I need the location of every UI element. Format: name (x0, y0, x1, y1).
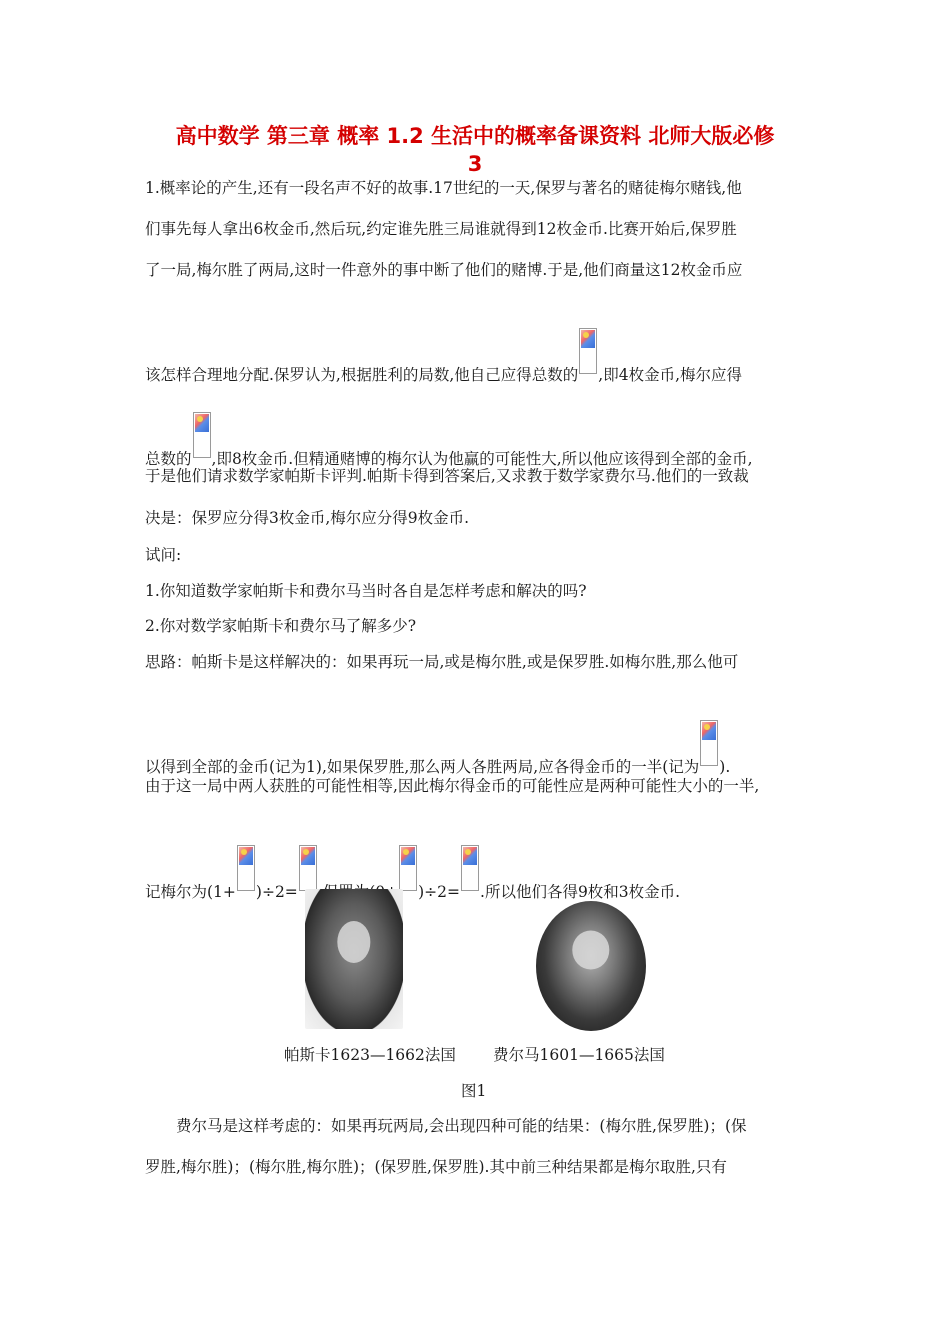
question-item: 1.你知道数学家帕斯卡和费尔马当时各自是怎样考虑和解决的吗? (145, 582, 587, 600)
document-title (140, 122, 810, 178)
paragraph-line: 决是：保罗应分得3枚金币,梅尔应分得9枚金币. (145, 509, 470, 527)
text-segment: .所以他们各得9枚和3枚金币. (480, 883, 681, 901)
fraction-image-icon (193, 412, 211, 458)
fraction-image-icon (237, 845, 255, 891)
text-segment: 总数的 (145, 450, 192, 468)
fraction-image-icon (299, 845, 317, 891)
text-segment: 记梅尔为(1+ (145, 883, 236, 901)
paragraph-line: 1.概率论的产生,还有一段名声不好的故事.17世纪的一天,保罗与著名的赌徒梅尔赌钱,他 (145, 179, 742, 197)
text-segment: ). (719, 758, 731, 776)
paragraph-line: 罗胜,梅尔胜)；(梅尔胜,梅尔胜)；(保罗胜,保罗胜).其中前三种结果都是梅尔取胜,只有 (145, 1158, 727, 1176)
fraction-image-icon (579, 328, 597, 374)
text-segment: )÷2= (418, 883, 461, 901)
paragraph-line (145, 845, 680, 902)
paragraph-line: 由于这一局中两人获胜的可能性相等,因此梅尔得金币的可能性应是两种可能性大小的一半, (145, 777, 760, 795)
text-segment: )÷2= (255, 883, 298, 901)
figure-label: 图1 (461, 1082, 487, 1100)
fraction-image-icon (700, 720, 718, 766)
fermat-caption: 费尔马1601—1665法国 (493, 1046, 665, 1064)
title-line-1: 高中数学 第三章 概率 1.2 生活中的概率备课资料 北师大版必修 (175, 124, 775, 148)
question-item: 2.你对数学家帕斯卡和费尔马了解多少? (145, 617, 417, 635)
paragraph-line: 于是他们请求数学家帕斯卡评判.帕斯卡得到答案后,又求教于数学家费尔马.他们的一致裁 (145, 467, 749, 485)
paragraph-line: 们事先每人拿出6枚金币,然后玩,约定谁先胜三局谁就得到12枚金币.比赛开始后,保罗胜 (145, 220, 737, 238)
paragraph-line: 了一局,梅尔胜了两局,这时一件意外的事中断了他们的赌博.于是,他们商量这12枚金币应 (145, 261, 743, 279)
fraction-image-icon (399, 845, 417, 891)
text-segment: 以得到全部的金币(记为1),如果保罗胜,那么两人各胜两局,应各得金币的一半(记为 (145, 758, 700, 776)
questions-label: 试问: (145, 546, 182, 564)
pascal-face-icon (337, 921, 370, 963)
paragraph-line (145, 328, 742, 385)
paragraph-line: 费尔马是这样考虑的：如果再玩两局,会出现四种可能的结果：(梅尔胜,保罗胜)；(保 (176, 1117, 747, 1135)
paragraph-line (145, 412, 753, 469)
title-line-2: 3 (467, 152, 483, 176)
paragraph-line (145, 720, 730, 777)
text-segment: 该怎样合理地分配.保罗认为,根据胜利的局数,他自己应得总数的 (145, 366, 579, 384)
fraction-image-icon (461, 845, 479, 891)
fermat-face-icon (572, 931, 609, 970)
fermat-portrait (536, 901, 646, 1031)
pascal-portrait (305, 889, 403, 1029)
text-segment: ,即8枚金币.但精通赌博的梅尔认为他赢的可能性大,所以他应该得到全部的金币, (211, 450, 753, 468)
paragraph-line: 思路：帕斯卡是这样解决的：如果再玩一局,或是梅尔胜,或是保罗胜.如梅尔胜,那么他可 (145, 653, 739, 671)
pascal-caption: 帕斯卡1623—1662法国 (284, 1046, 456, 1064)
text-segment: ,即4枚金币,梅尔应得 (598, 366, 743, 384)
